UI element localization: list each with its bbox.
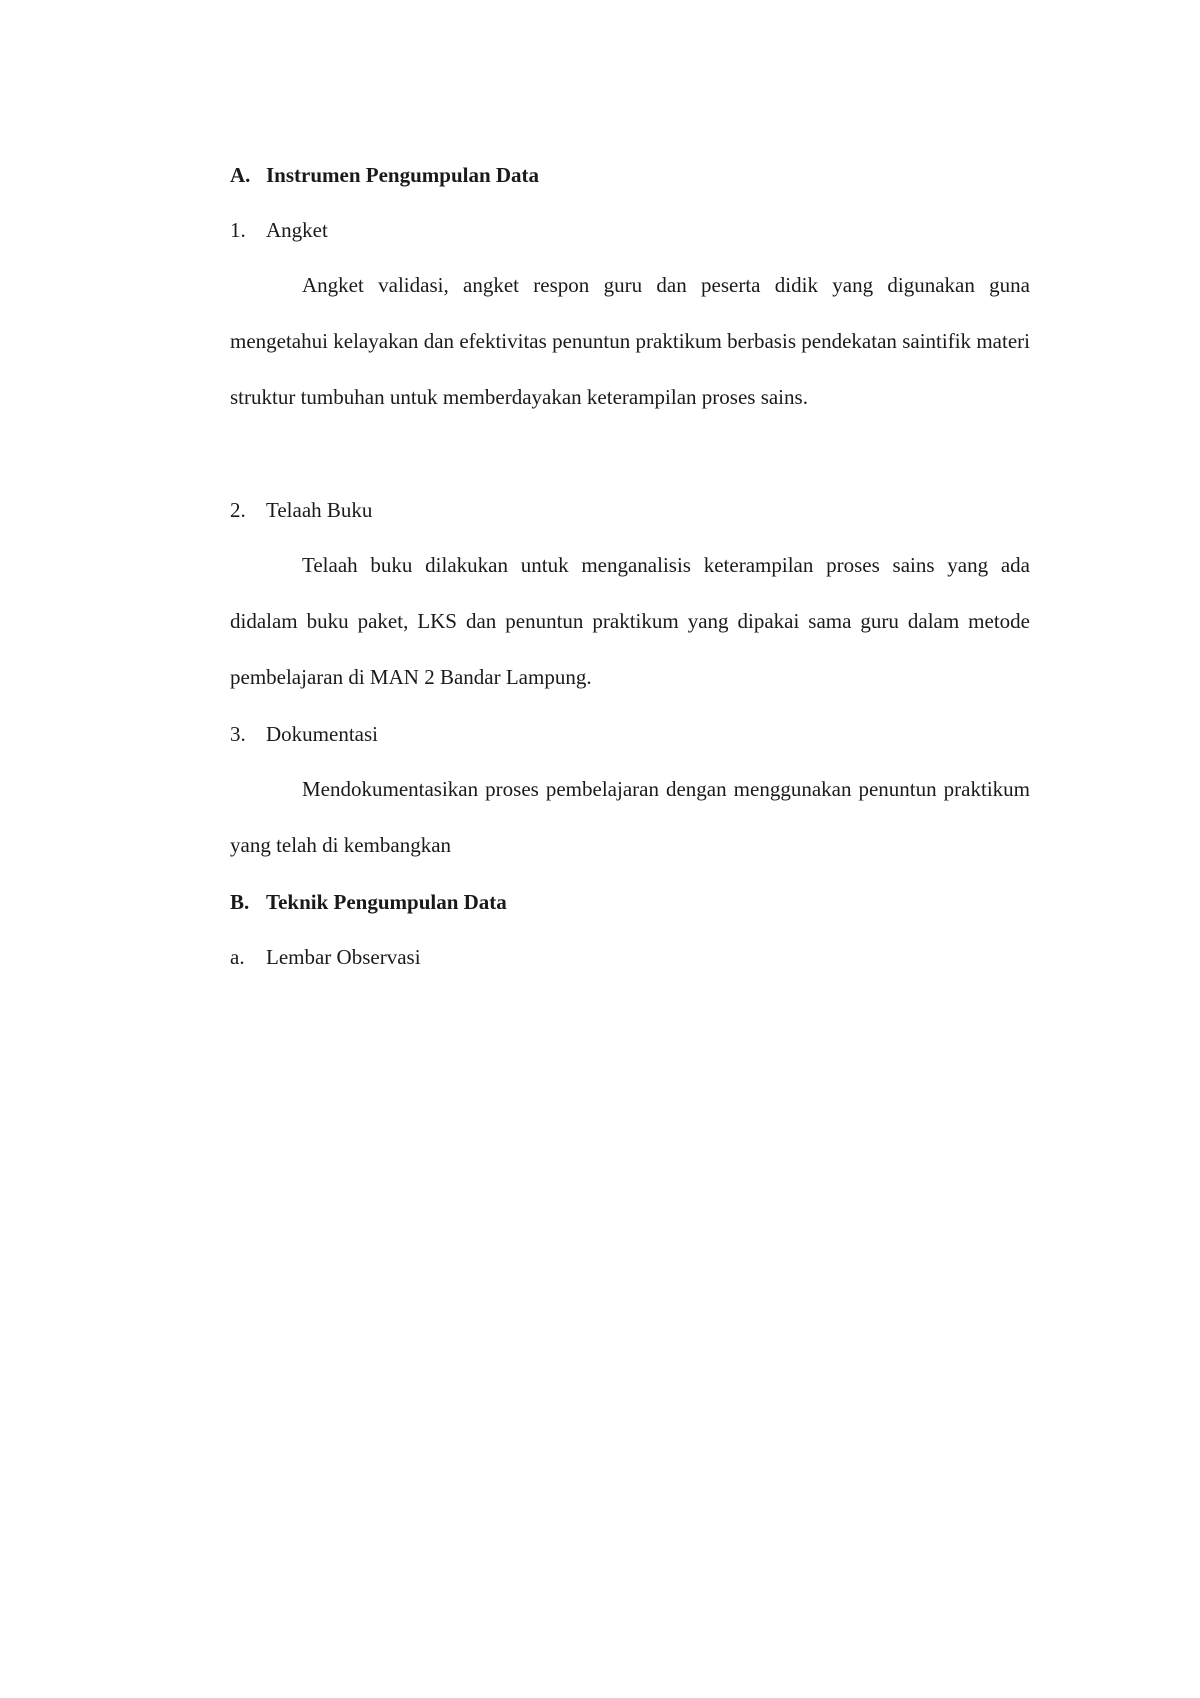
list-item-title: Lembar Observasi bbox=[266, 945, 421, 969]
list-item-telaah-buku bbox=[230, 482, 1030, 538]
paragraph-angket: Angket validasi, angket respon guru dan peserta didik yang digunakan guna mengetahui kelayakan dan efektivitas penuntun praktikum berbasis pendekatan saintifik materi struktur tumbuhan untuk memberdayakan keterampilan proses sains. bbox=[230, 273, 1030, 409]
list-item-title: Angket bbox=[266, 218, 328, 242]
section-title: Instrumen Pengumpulan Data bbox=[266, 163, 540, 187]
list-item-title: Dokumentasi bbox=[266, 722, 378, 746]
list-marker: 2. bbox=[230, 498, 246, 522]
list-item-dokumentasi bbox=[230, 706, 1030, 762]
list-item-angket bbox=[230, 202, 1030, 258]
list-marker: 1. bbox=[230, 218, 246, 242]
section-marker: A. bbox=[230, 163, 251, 187]
list-marker: a. bbox=[230, 945, 245, 969]
list-item-lembar-observasi bbox=[230, 929, 1030, 985]
paragraph-telaah-buku: Telaah buku dilakukan untuk menganalisis keterampilan proses sains yang ada didalam buku paket, LKS dan penuntun praktikum yang dipakai sama guru dalam metode pembelajaran di MAN 2 Bandar Lampung. bbox=[230, 553, 1030, 689]
list-item-title: Telaah Buku bbox=[266, 498, 373, 522]
paragraph-dokumentasi: Mendokumentasikan proses pembelajaran dengan menggunakan penuntun praktikum yang telah di kembangkan bbox=[230, 777, 1030, 857]
section-marker: B. bbox=[230, 890, 250, 914]
list-marker: 3. bbox=[230, 722, 246, 746]
section-heading-b bbox=[230, 874, 1030, 930]
section-title: Teknik Pengumpulan Data bbox=[266, 890, 507, 914]
section-heading-a bbox=[230, 147, 1030, 203]
